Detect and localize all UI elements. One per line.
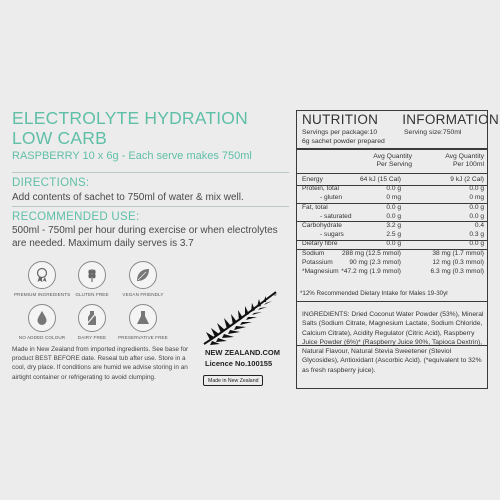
leaf-icon (134, 266, 152, 284)
col-head-serving-line2: Per Serving (376, 161, 412, 168)
paint-drop-icon (33, 309, 51, 327)
nutrition-row (302, 204, 486, 212)
nutrient-per-serving: 0.0 g (386, 203, 401, 211)
badge-dairy-free (64, 304, 120, 340)
col-head-serving-line1: Avg Quantity (373, 153, 412, 160)
badge-premium-ingredients (14, 261, 70, 297)
badge-preservative-free (115, 304, 171, 340)
silver-fern-icon (200, 288, 280, 348)
nutrient-per-serving: 3.2 g (386, 222, 401, 229)
serving-size: Serving size:750ml (404, 129, 462, 136)
rdi-note: *12% Recommended Dietary Intake for Males 19-30yr (300, 290, 449, 297)
nutrient-per-serving: 0.0 g (386, 185, 401, 193)
nutrient-per-100ml: 0.3 g (469, 231, 484, 239)
nutrient-name: Carbohydrate (302, 222, 342, 229)
col-head-serving (336, 153, 412, 169)
ingredients-text: INGREDIENTS: Dried Coconut Water Powder (53%), Mineral Salts (Sodium Citrate, Magnesium Lactate, Sodium Chloride, Calcium Citrate), Acidity Regulator (Citric Acid), Raspberry Juice Powder (6%)* (Raspberry Juice 90%, Tapioca Dextrin), Natural Flavour, Natural Stevia Sweetener (Steviol Glycosides), Antioxidant (Ascorbic Acid). (*equivalent to 32% as fresh raspberry juice). (302, 311, 484, 374)
nutrition-row (302, 268, 486, 276)
nutrient-per-100ml: 0.4 (474, 222, 484, 229)
nutrient-name: Protein, total (302, 185, 340, 193)
col-head-per100 (410, 153, 484, 169)
serve-line: RASPBERRY 10 x 6g - Each serve makes 750ml (12, 150, 252, 162)
nip-divider (297, 173, 487, 174)
nutrient-per-100ml: 0.0 g (469, 212, 484, 220)
nutrition-row (302, 240, 486, 248)
nutrition-row (302, 194, 486, 202)
svg-text:®: ® (273, 292, 277, 297)
badge-label: NO ADDED COLOUR (18, 335, 66, 340)
nutrient-per-serving: 0.0 g (386, 212, 401, 220)
milk-bottle-icon (83, 309, 101, 327)
nutrition-title-right: INFORMATION (402, 112, 499, 127)
nutrient-per-serving: *47.2 mg (1.9 mmol) (341, 268, 401, 275)
servings-per-package: Servings per package:10 (302, 129, 378, 136)
nutrient-name: Energy (302, 176, 323, 183)
nutrient-name: - saturated (320, 212, 352, 220)
nutrient-name: Dietary fibre (302, 240, 338, 248)
nutrient-per-serving: 0 mg (386, 194, 401, 202)
nutrition-row (302, 222, 486, 230)
badge-label: VEGAN FRIENDLY (122, 292, 164, 297)
badge-label: DAIRY FREE (77, 335, 107, 340)
directions-text: Add contents of sachet to 750ml of water & mix well. (12, 192, 244, 203)
nutrition-row (302, 231, 486, 239)
nutrient-name: - sugars (320, 231, 344, 239)
nutrient-per-100ml: 0 mg (469, 194, 484, 202)
nutrient-name: Fat, total (302, 203, 328, 211)
nutrient-per-100ml: 0.0 g (469, 240, 484, 248)
nutrient-per-serving: 288 mg (12.5 mmol) (342, 249, 401, 257)
nutrient-per-serving: 0.0 g (386, 240, 401, 248)
wheat-icon (83, 266, 101, 284)
badge-label: GLUTEN FREE (75, 292, 109, 297)
nutrient-per-100ml: 0.0 g (469, 203, 484, 211)
nutrition-row (302, 185, 486, 193)
divider (12, 206, 289, 207)
nutrition-row (302, 176, 486, 184)
flask-icon (134, 309, 152, 327)
badge-gluten-free (64, 261, 120, 297)
nz-site: NEW ZEALAND.COM (205, 348, 280, 357)
badge-vegan-friendly (115, 261, 171, 297)
badge-no-added-colour (14, 304, 70, 340)
badge-label: PRESERVATIVE FREE (118, 335, 168, 340)
nutrient-per-serving: 90 mg (2.3 mmol) (349, 258, 401, 266)
nutrient-per-serving: 64 kJ (15 Cal) (359, 176, 401, 183)
nutrition-row (302, 259, 486, 267)
nutrient-name: Potassium (302, 258, 333, 266)
nutrient-name: Sodium (302, 249, 325, 257)
recommended-heading: RECOMMENDED USE: (12, 211, 140, 223)
nutrient-name: - gluten (320, 194, 342, 202)
nutrient-per-100ml: 38 mg (1.7 mmol) (432, 249, 484, 257)
nutrient-per-serving: 2.5 g (386, 231, 401, 239)
storage-instructions: Made in New Zealand from imported ingredients. See base for product BEST BEFORE date. Reseal tub after use. Store in a cool, dry place. If conditions are humid we advise storing in an airtight container or refrigerating to avoid clumping. (12, 346, 189, 381)
made-in-badge: Made in New Zealand (203, 375, 263, 386)
nip-divider (297, 148, 487, 150)
directions-heading: DIRECTIONS: (12, 177, 90, 189)
badge-label: PREMIUM INGREDIENTS (14, 292, 71, 297)
nip-divider (297, 301, 487, 302)
divider (12, 172, 289, 173)
nutrient-per-100ml: 6.3 mg (0.3 mmol) (430, 268, 484, 275)
col-head-per100-line1: Avg Quantity (445, 153, 484, 160)
nutrition-row (302, 250, 486, 258)
award-ribbon-icon (33, 266, 51, 284)
col-head-per100-line2: Per 100ml (453, 161, 484, 168)
prepared-note: 6g sachet powder prepared (302, 138, 385, 145)
nutrient-per-100ml: 9 kJ (2 Cal) (450, 176, 484, 183)
nutrient-per-100ml: 12 mg (0.3 mmol) (432, 258, 484, 266)
recommended-text: 500ml - 750ml per hour during exercise or when electrolytes are needed. Maximum daily serves is 3.7 (12, 225, 278, 249)
nutrition-title (302, 112, 499, 127)
nutrition-title-left: NUTRITION (302, 112, 379, 127)
nutrition-row (302, 213, 486, 221)
nz-licence: Licence No.100155 (205, 359, 273, 368)
nutrient-name: *Magnesium (302, 268, 339, 275)
product-title-line1: ELECTROLYTE HYDRATION (12, 108, 248, 128)
product-title-line2: LOW CARB (12, 128, 107, 148)
nutrient-per-100ml: 0.0 g (469, 185, 484, 193)
